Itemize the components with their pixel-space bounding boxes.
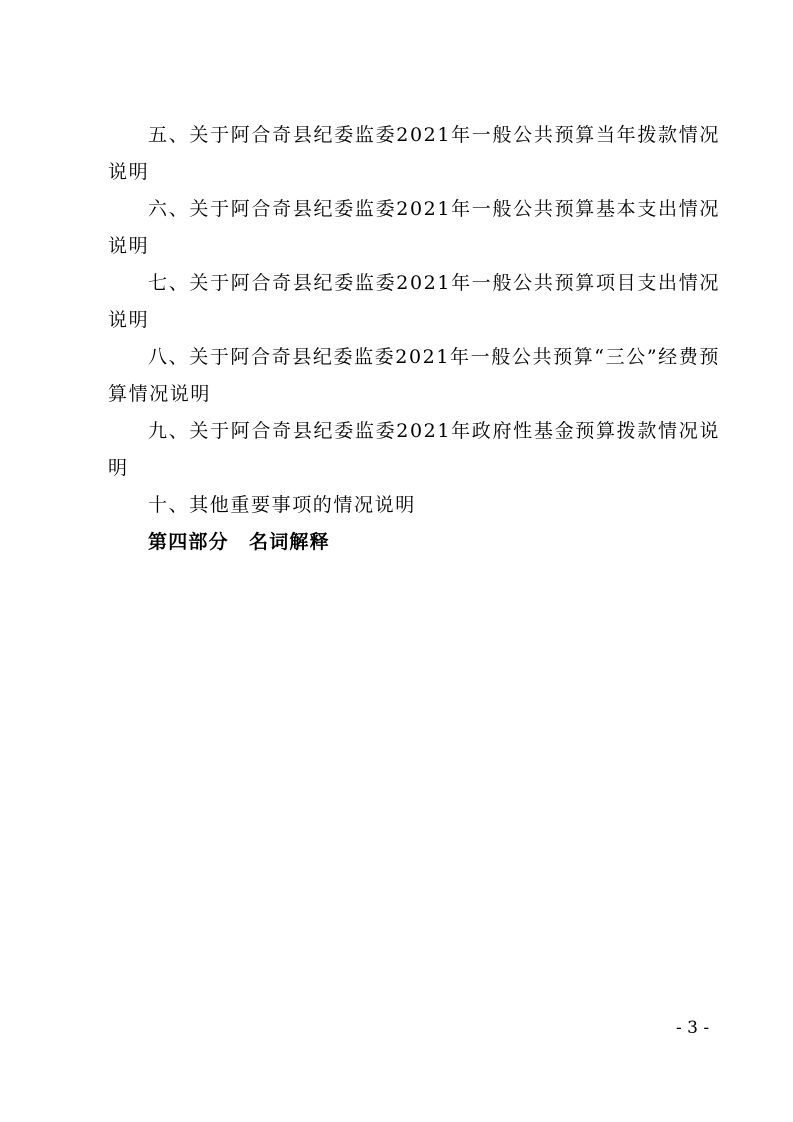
toc-item-5: 五、关于阿合奇县纪委监委2021年一般公共预算当年拨款情况说明 bbox=[108, 124, 720, 183]
page-number: - 3 - bbox=[676, 1018, 710, 1038]
document-body bbox=[108, 117, 720, 561]
toc-item-10: 十、其他重要事项的情况说明 bbox=[148, 494, 416, 516]
toc-item-8: 八、关于阿合奇县纪委监委2021年一般公共预算“三公”经费预算情况说明 bbox=[108, 346, 720, 405]
section-heading-part-4: 第四部分 名词解释 bbox=[148, 531, 330, 553]
toc-item-6: 六、关于阿合奇县纪委监委2021年一般公共预算基本支出情况说明 bbox=[108, 198, 720, 257]
toc-item-9: 九、关于阿合奇县纪委监委2021年政府性基金预算拨款情况说明 bbox=[108, 420, 720, 479]
toc-item-7: 七、关于阿合奇县纪委监委2021年一般公共预算项目支出情况说明 bbox=[108, 272, 720, 331]
